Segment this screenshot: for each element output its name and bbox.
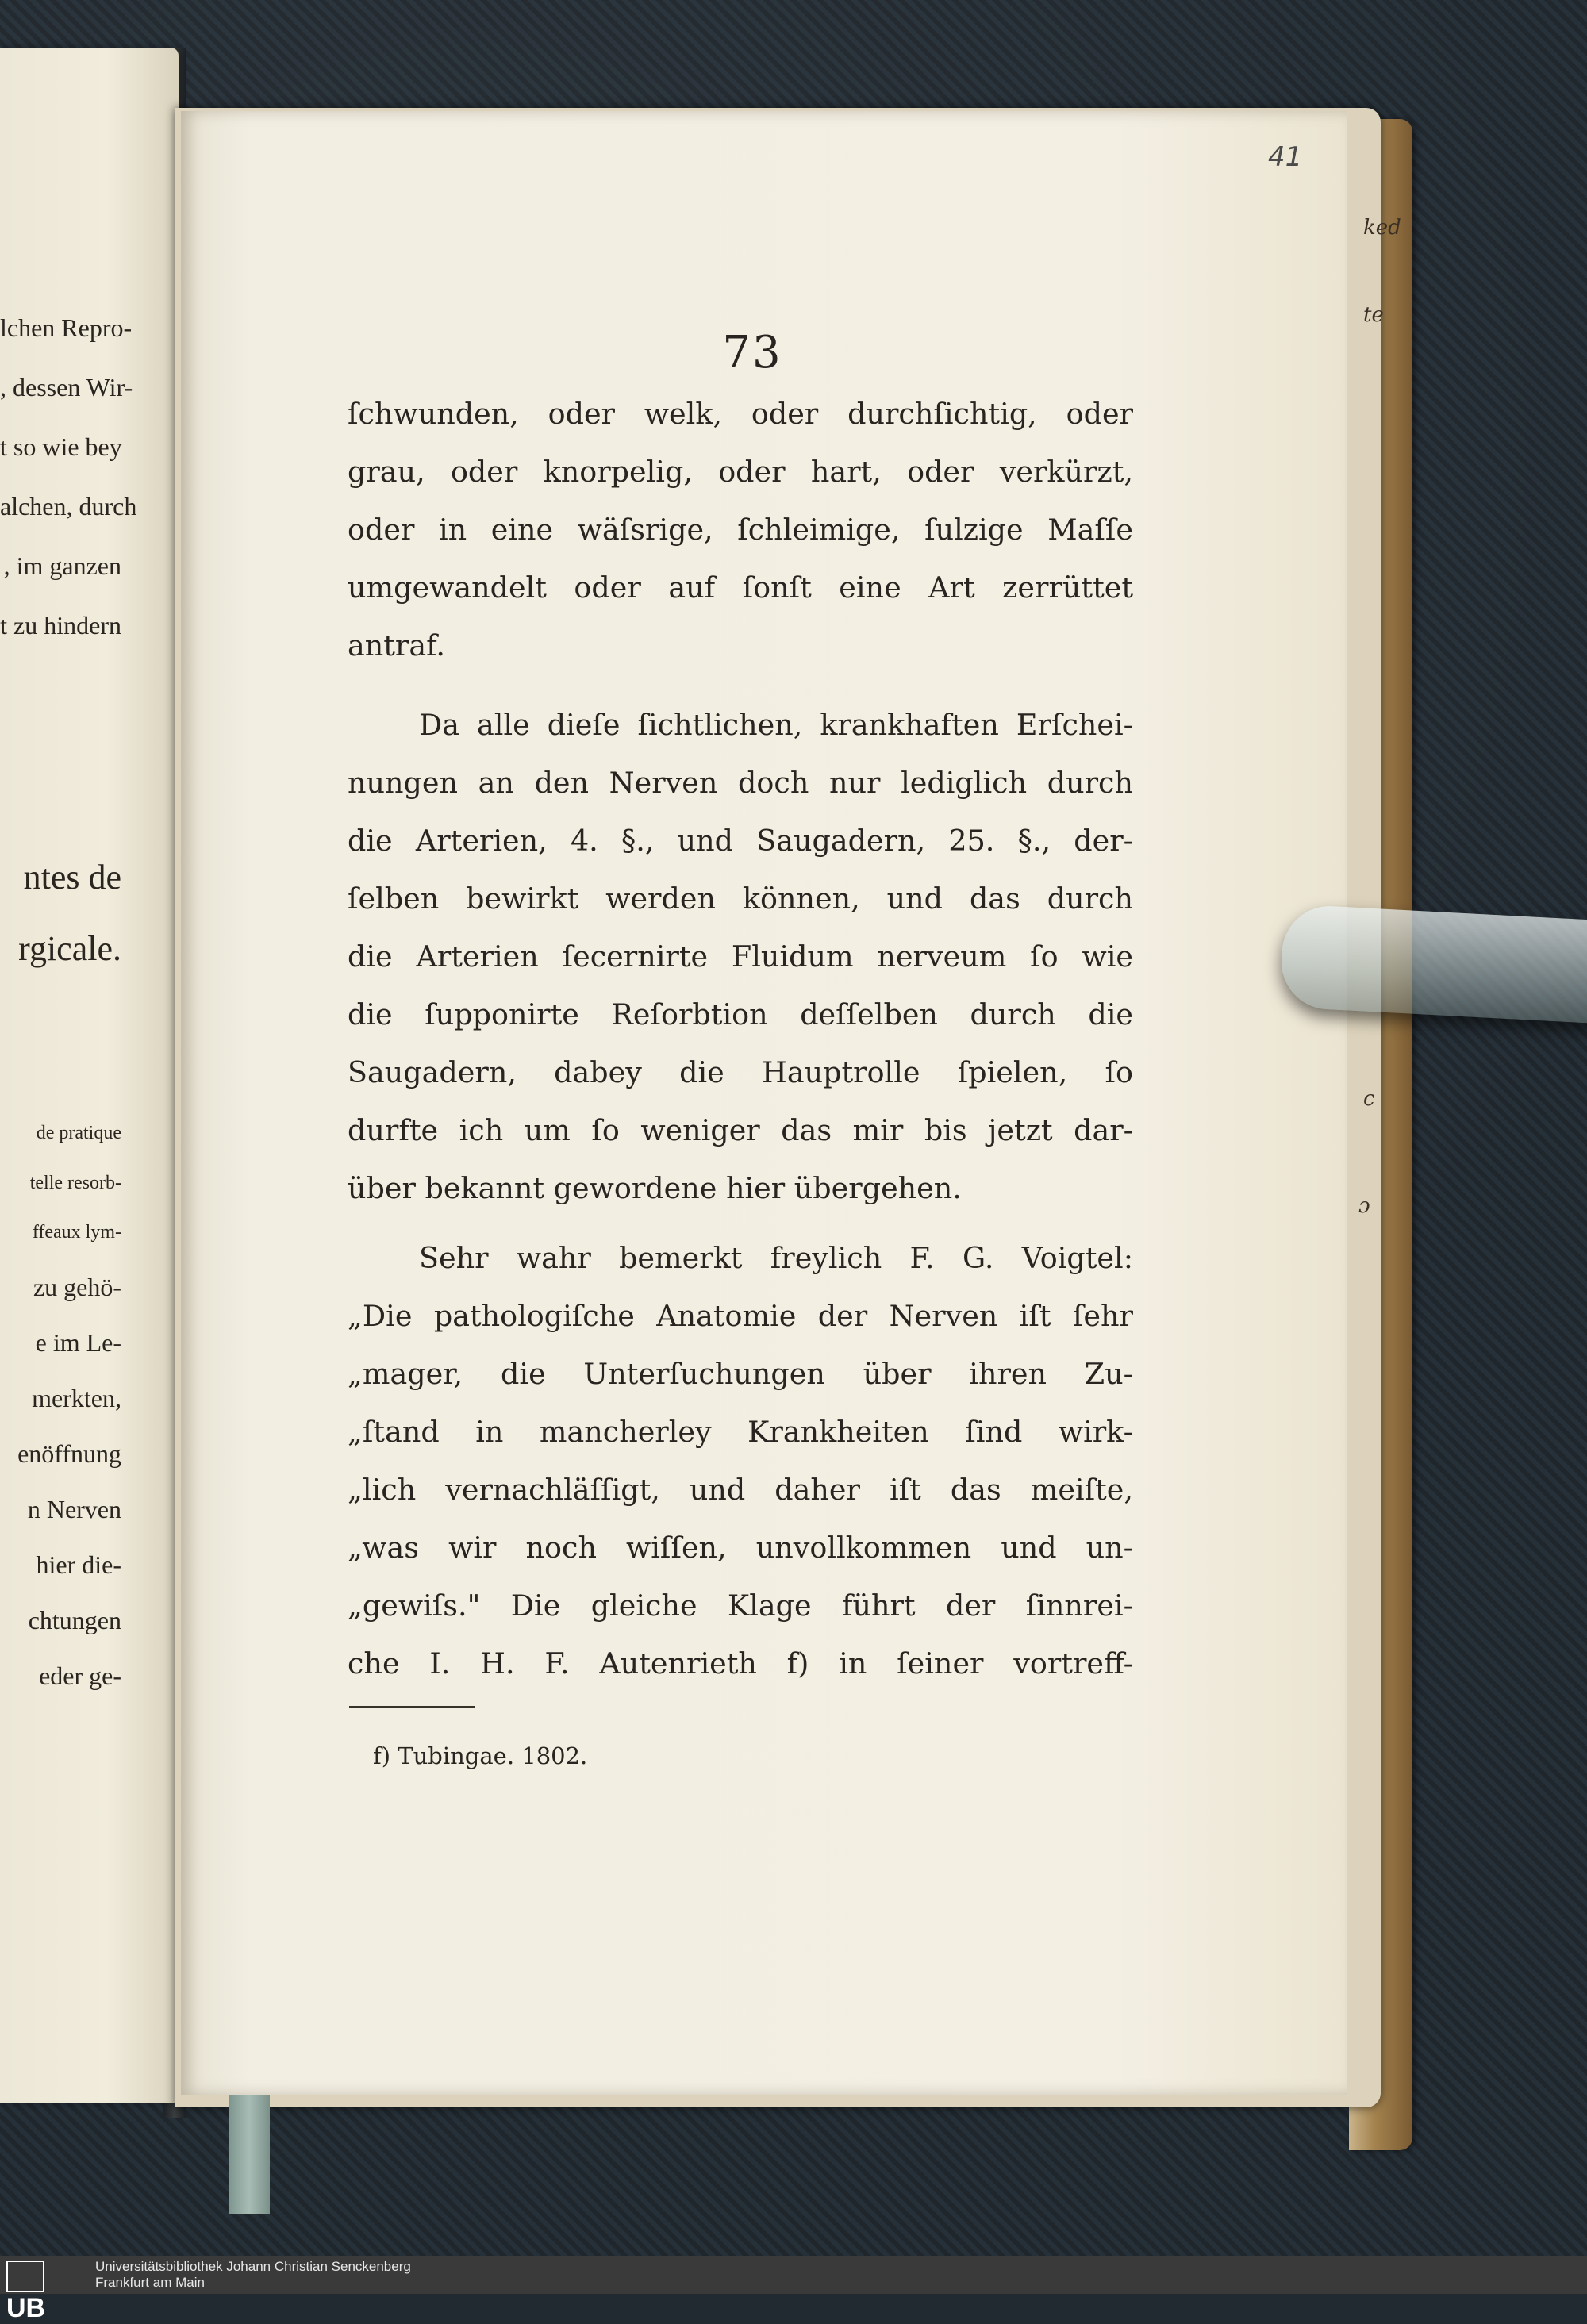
left-page-fragment: eder ge- xyxy=(39,1661,121,1690)
left-page-fragment: lchen Repro- xyxy=(0,313,133,342)
left-page-fragment: t zu hindern xyxy=(0,611,121,640)
left-page-fragment: n Nerven xyxy=(27,1495,121,1523)
footnote-rule xyxy=(349,1706,475,1708)
text-line: umgewandelt oder auf ſonſt eine Art zerrüttet xyxy=(348,570,1133,605)
left-page-fragment: enöffnung xyxy=(17,1439,121,1468)
text-line: „Die pathologiſche Anatomie der Nerven iſt ſehr xyxy=(348,1299,1133,1333)
library-logo[interactable] xyxy=(6,2259,86,2324)
glass-page-weight xyxy=(1279,904,1587,1024)
text-line: die ſupponirte Reſorbtion deſſelben durch die xyxy=(348,997,1133,1031)
library-name-line2: Frankfurt am Main xyxy=(95,2275,205,2290)
text-line: „ſtand in mancherley Krankheiten ſind wirk- xyxy=(348,1415,1133,1449)
text-line: „lich vernachläſſigt, und daher iſt das meiſte, xyxy=(348,1473,1133,1507)
left-page-fragment: t so wie bey xyxy=(0,432,122,461)
left-page-fragment: ffeaux lym- xyxy=(32,1222,121,1243)
left-page-fragment: e im Le- xyxy=(35,1328,121,1357)
text-line: oder in eine wäſsrige, ſchleimige, ſulzige Maſſe xyxy=(348,513,1133,547)
left-page-fragment: merkten, xyxy=(32,1384,121,1412)
left-page-fragment: de pratique xyxy=(36,1123,121,1143)
left-page-fragment: hier die- xyxy=(36,1550,121,1579)
logo-box-icon xyxy=(6,2261,44,2292)
library-name xyxy=(95,2259,411,2291)
text-line: grau, oder knorpelig, oder hart, oder verkürzt, xyxy=(348,455,1133,489)
text-line: „was wir noch wiſſen, unvollkommen und un- xyxy=(348,1531,1133,1565)
edge-mark: c xyxy=(1363,1087,1375,1111)
left-page-fragment: telle resorb- xyxy=(29,1173,121,1193)
text-line: die Arterien ſecernirte Fluidum nerveum ſo wie xyxy=(348,939,1133,974)
library-name-line1: Universitätsbibliothek Johann Christian Senckenberg xyxy=(95,2259,411,2274)
bookmark-ribbon xyxy=(229,2095,270,2214)
left-page-fragment: , im ganzen xyxy=(3,551,121,580)
page-number: 73 xyxy=(722,327,782,378)
text-line: ſchwunden, oder welk, oder durchſichtig, oder xyxy=(348,397,1133,431)
text-line: Saugadern, dabey die Hauptrolle ſpielen, ſo xyxy=(348,1055,1133,1089)
text-line: nungen an den Nerven doch nur lediglich durch xyxy=(348,766,1133,800)
text-line: durfte ich um ſo weniger das mir bis jetzt dar- xyxy=(348,1113,1133,1147)
text-line: antraf. xyxy=(348,628,445,663)
left-page-fragment: zu gehö- xyxy=(33,1273,121,1301)
text-line: „gewiſs." Die gleiche Klage führt der ſinnrei- xyxy=(348,1588,1133,1623)
edge-mark: ɔ xyxy=(1358,1194,1370,1218)
left-page-fragment: rgicale. xyxy=(18,929,121,968)
left-page-fragment: ntes de xyxy=(23,858,121,897)
library-footer xyxy=(0,2256,1587,2324)
text-line: che I. H. F. Autenrieth f) in ſeiner vortreff- xyxy=(348,1646,1133,1681)
left-page xyxy=(0,48,179,2103)
text-line: die Arterien, 4. §., und Saugadern, 25. §., der- xyxy=(348,824,1133,858)
text-line: Sehr wahr bemerkt freylich F. G. Voigtel: xyxy=(419,1241,1133,1275)
edge-mark: te xyxy=(1363,303,1384,327)
logo-text: UB xyxy=(6,2293,46,2324)
text-line: ſelben bewirkt werden können, und das durch xyxy=(348,882,1133,916)
left-page-fragment: , dessen Wir- xyxy=(0,373,133,401)
footnote: f) Tubingae. 1802. xyxy=(373,1742,588,1769)
text-line: über bekannt gewordene hier übergehen. xyxy=(348,1171,962,1205)
left-page-fragment: chtungen xyxy=(28,1606,121,1634)
edge-mark: ked xyxy=(1363,216,1401,240)
left-page-fragment: alchen, durch xyxy=(0,492,137,520)
text-line: Da alle dieſe ſichtlichen, krankhaften Erſchei- xyxy=(419,708,1133,742)
text-line: „mager, die Unterſuchungen über ihren Zu- xyxy=(348,1357,1133,1391)
manuscript-page-number: 41 xyxy=(1268,141,1303,173)
